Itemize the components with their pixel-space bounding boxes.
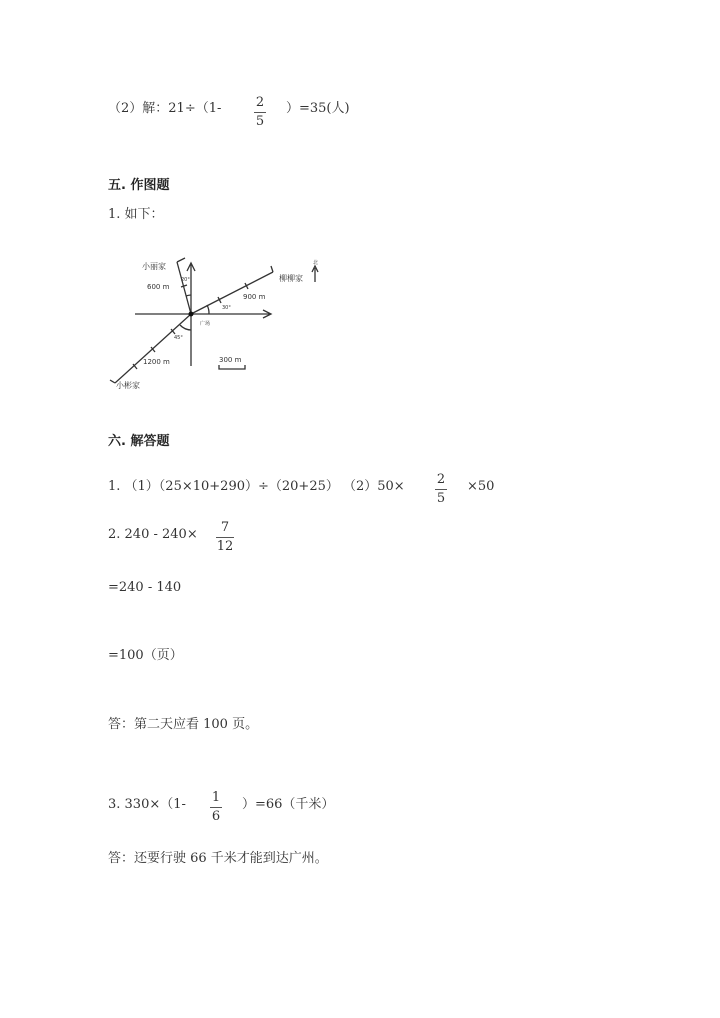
q2-prefix: 2. 240 - 240× xyxy=(108,527,198,542)
fraction-numerator: 2 xyxy=(255,95,265,110)
q3-fraction xyxy=(210,791,222,824)
angle-45-label: 45° xyxy=(174,335,183,341)
item2-suffix: ）=35(人) xyxy=(286,101,350,116)
fraction-numerator: 2 xyxy=(436,472,446,487)
distance-1200-label: 1200 m xyxy=(143,358,170,366)
xiaobin-label: 小彬家 xyxy=(116,381,140,390)
xiaoli-line xyxy=(177,262,191,314)
q3-answer: 答：还要行驶 66 千米才能到达广州。 xyxy=(108,851,328,866)
distance-600-label: 600 m xyxy=(147,283,170,291)
direction-diagram xyxy=(105,250,345,400)
scale-bar xyxy=(219,365,245,369)
item2-prefix: （2）解：21÷（1- xyxy=(108,101,222,116)
xiaoli-label: 小丽家 xyxy=(142,262,166,271)
q1-fraction xyxy=(435,473,447,506)
angle-20-label: 20° xyxy=(181,277,190,283)
q2-step1: =240 - 140 xyxy=(108,580,182,595)
fraction-denominator: 5 xyxy=(255,114,265,129)
square-point xyxy=(189,312,194,317)
fraction-numerator: 1 xyxy=(211,790,221,805)
north-label: 北 xyxy=(313,260,319,266)
fraction-denominator: 5 xyxy=(436,491,446,506)
section5-q1: 1. 如下： xyxy=(108,207,164,222)
fraction-denominator: 12 xyxy=(216,539,234,554)
q2-fraction xyxy=(216,521,234,554)
distance-900-label: 900 m xyxy=(243,293,266,301)
section5-title: 五. 作图题 xyxy=(108,178,170,193)
q1-suffix: ×50 xyxy=(467,479,495,494)
section6-title: 六. 解答题 xyxy=(108,434,170,449)
fraction-denominator: 6 xyxy=(211,809,221,824)
angle-arc-20 xyxy=(186,295,191,296)
angle-30-label: 30° xyxy=(222,305,231,311)
fraction-numerator: 7 xyxy=(220,520,230,535)
square-label: 广场 xyxy=(200,321,211,327)
q1-prefix: 1. （1）（25×10+290）÷（20+25） （2）50× xyxy=(108,479,405,494)
q3-prefix: 3. 330×（1- xyxy=(108,797,186,812)
q2-answer: 答：第二天应看 100 页。 xyxy=(108,717,259,732)
scale-label: 300 m xyxy=(219,356,242,364)
liuliu-label: 柳柳家 xyxy=(279,274,303,283)
q2-step2: =100（页） xyxy=(108,648,183,663)
q3-suffix: ）=66（千米） xyxy=(242,797,335,812)
item2-fraction xyxy=(254,96,266,129)
angle-arc-30 xyxy=(207,305,209,314)
angle-arc-45 xyxy=(180,325,191,330)
